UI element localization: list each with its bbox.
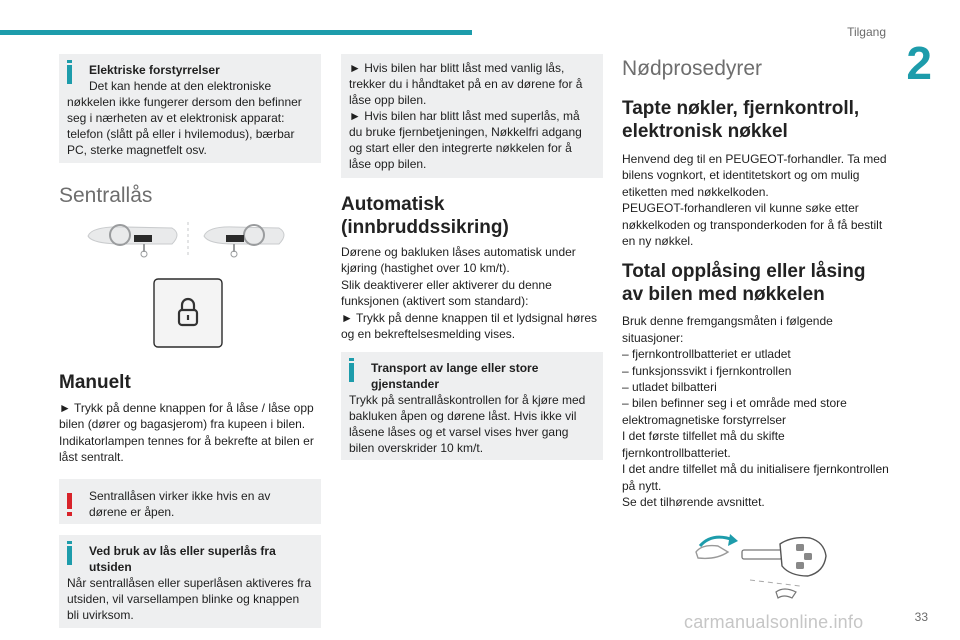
info-box-text: nøkkelen ikke fungerer dersom den befinner seg i nærheten av et elektronisk apparat: telefon (slått på eller i hvilemodus), bærbar PC, sterke magnetfelt osv.	[67, 95, 302, 157]
automatic-paragraph-2: Slik deaktiverer eller aktiverer du denne funksjonen (aktivert som standard):	[341, 277, 552, 309]
heading-lost-keys: Tapte nøkler, fjernkontroll, elektronisk nøkkel	[622, 98, 860, 142]
info-box-title: Ved bruk av lås eller superlås fra utsiden	[89, 543, 276, 574]
heading-key-unlock: Total opplåsing eller låsing av bilen med nøkkelen	[622, 261, 866, 306]
column-1	[59, 54, 321, 628]
warning-icon	[67, 493, 72, 509]
info-box-text: Trykk på sentrallåskontrollen for å kjøre med bakluken åpen og dørene låst. Hvis ikke vil låsene låses og et varsel vises hver gang bilen overskrider 10 km/t.	[349, 393, 586, 456]
key-fob-illustration	[692, 522, 842, 604]
info-box-outside-locking	[59, 535, 321, 628]
situation-item: – fjernkontrollbatteriet er utladet	[622, 347, 791, 362]
column-2	[341, 54, 603, 460]
key-icon	[742, 538, 826, 576]
section-name: Tilgang	[847, 25, 886, 39]
heading-automatic: Automatisk (innbruddssikring)	[341, 194, 509, 238]
watermark: carmanualsonline.info	[684, 612, 864, 632]
heading-central-locking: Sentrallås	[59, 184, 153, 207]
procedure-case-1: I det første tilfellet må du skifte fjernkontrollbatteriet.	[622, 429, 785, 460]
heading-manual: Manuelt	[59, 372, 131, 393]
info-icon	[67, 546, 72, 565]
unlock-instructions-box	[341, 54, 603, 178]
info-box-title: Transport av lange eller store gjenstander	[371, 361, 539, 392]
info-box-first-line: Det kan hende at den elektroniske	[89, 79, 272, 93]
central-lock-button-illustration	[153, 278, 223, 348]
manual-paragraph: ► Trykk på denne knappen for å låse / låse opp bilen (dører og bagasjerom) fra kupeen i bilen. Indikatorlampen tennes for å bekrefte at bilen er låst sentralt.	[59, 401, 314, 465]
lost-keys-paragraph-1: Henvend deg til en PEUGEOT-forhandler. Ta med bilens vognkort, et identitetskort og om mulig etiketten med nøkkelkoden.	[622, 152, 887, 199]
automatic-paragraph-1: Dørene og bakluken låses automatisk under kjøring (hastighet over 10 km/t).	[341, 245, 576, 276]
chapter-number: 2	[906, 37, 932, 89]
heading-emergency: Nødprosedyrer	[622, 57, 763, 80]
see-section-note: Se det tilhørende avsnittet.	[622, 494, 765, 509]
info-icon	[349, 363, 354, 382]
dashboard-illustration	[84, 222, 304, 262]
page-number: 33	[914, 610, 928, 624]
situation-item: – utladet bilbatteri	[622, 380, 717, 395]
procedure-case-2: I det andre tilfellet må du initialisere fjernkontrollen på nytt.	[622, 462, 889, 493]
unlock-instruction-1: ► Hvis bilen har blitt låst med vanlig lås, trekker du i håndtaket på en av dørene for å låse opp bilen.	[349, 61, 583, 107]
column-3	[622, 54, 890, 604]
warning-box-central-lock	[59, 479, 321, 524]
procedure-intro: Bruk denne fremgangsmåten i følgende situasjoner:	[622, 314, 833, 345]
info-box-text: Når sentrallåsen eller superlåsen aktiveres fra utsiden, vil varsellampen blinke og knappen bli uvirksom.	[67, 575, 312, 622]
situation-item: – bilen befinner seg i et område med store elektromagnetiske forstyrrelser	[622, 396, 847, 427]
situation-item: – funksjonssvikt i fjernkontrollen	[622, 363, 792, 378]
lost-keys-paragraph-2: PEUGEOT-forhandleren vil kunne søke etter nøkkelkoden og transponderkoden for å få bestilt en ny nøkkel.	[622, 201, 883, 249]
info-box-title: Elektriske forstyrrelser	[89, 63, 220, 77]
info-box-transport	[341, 352, 603, 460]
automatic-paragraph-3: ► Trykk på denne knappen til et lydsignal høres og en bekreftelsesmelding vises.	[341, 310, 598, 342]
unlock-instruction-2: ► Hvis bilen har blitt låst med superlås, må du bruke fjernbetjeningen, Nøkkelfri adgang og start eller den integrerte nøkkelen for å låse opp bilen.	[349, 109, 582, 171]
info-icon	[67, 65, 72, 84]
warning-text: Sentrallåsen virker ikke hvis en av dørene er åpen.	[89, 488, 271, 519]
header-accent-bar	[0, 30, 472, 35]
info-box-electrical-interference	[59, 54, 321, 163]
